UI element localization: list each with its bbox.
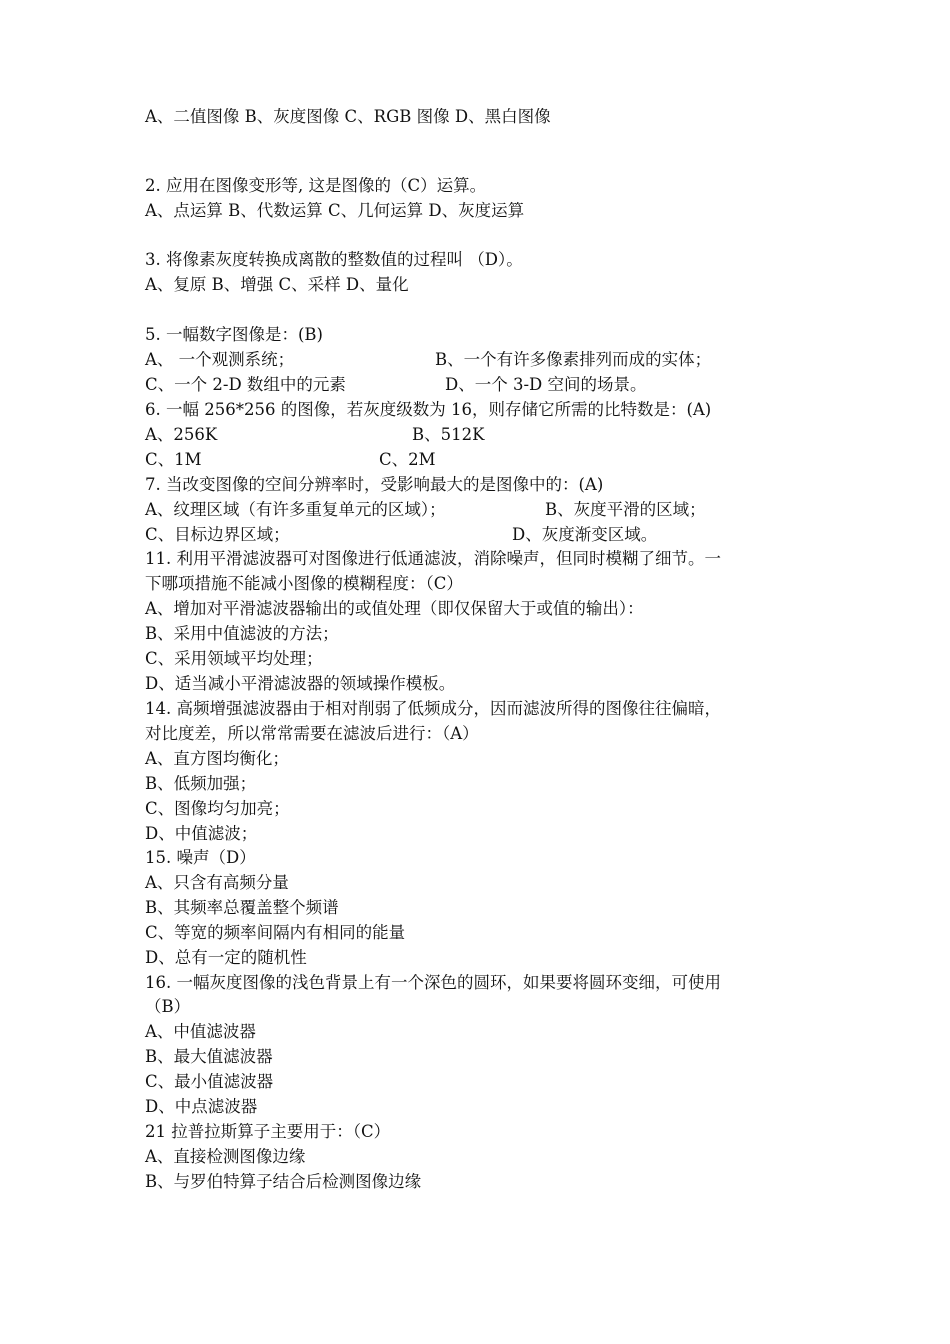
q14-option-a: A、直方图均衡化； (145, 749, 289, 768)
q21-stem: 21 拉普拉斯算子主要用于：（C） (145, 1122, 391, 1141)
option-a: A、纹理区域（有许多重复单元的区域）； (145, 500, 446, 519)
option-d: D、一个 3-D 空间的场景。 (445, 375, 647, 394)
option-c: C、一个 2-D 数组中的元素 (145, 375, 346, 394)
q14-stem-line-2: 对比度差，所以常常需要在滤波后进行：（A） (145, 724, 479, 743)
option-a: A、 一个观测系统； (145, 350, 295, 369)
q1-options: A、二值图像 B、灰度图像 C、RGB 图像 D、黑白图像 (145, 107, 551, 126)
q3-options: A、复原 B、增强 C、采样 D、量化 (145, 275, 409, 294)
option-d: C、2M (379, 450, 436, 469)
option-b: B、一个有许多像素排列而成的实体； (435, 350, 712, 369)
q15-option-c: C、等宽的频率间隔内有相同的能量 (145, 923, 406, 942)
option-d: D、灰度渐变区域。 (512, 525, 658, 544)
q2-options: A、点运算 B、代数运算 C、几何运算 D、灰度运算 (145, 201, 525, 220)
q15-stem: 15. 噪声（D） (145, 848, 256, 867)
q15-option-b: B、其频率总覆盖整个频谱 (145, 898, 339, 917)
q16-stem-line-2: （B） (145, 997, 191, 1016)
q11-stem-line-1: 11. 利用平滑滤波器可对图像进行低通滤波，消除噪声，但同时模糊了细节。一 (145, 549, 721, 568)
option-a: A、256K (145, 425, 218, 444)
q14-option-c: C、图像均匀加亮； (145, 799, 290, 818)
option-c: C、1M (145, 450, 202, 469)
q6-stem: 6. 一幅 256*256 的图像，若灰度级数为 16，则存储它所需的比特数是：(A) (145, 400, 712, 419)
q16-option-c: C、最小值滤波器 (145, 1072, 274, 1091)
q5-stem: 5. 一幅数字图像是：(B) (145, 325, 323, 344)
q7-stem: 7. 当改变图像的空间分辨率时，受影响最大的是图像中的：(A) (145, 475, 604, 494)
q16-option-d: D、中点滤波器 (145, 1097, 258, 1116)
q16-option-a: A、中值滤波器 (145, 1022, 256, 1041)
q14-stem-line-1: 14. 高频增强滤波器由于相对削弱了低频成分，因而滤波所得的图像往往偏暗， (145, 699, 721, 718)
q2-stem: 2. 应用在图像变形等, 这是图像的（C）运算。 (145, 176, 487, 195)
q11-stem-line-2: 下哪项措施不能减小图像的模糊程度：（C） (145, 574, 463, 593)
q15-option-d: D、总有一定的随机性 (145, 948, 307, 967)
option-b: B、512K (412, 425, 485, 444)
option-b: B、灰度平滑的区域； (545, 500, 706, 519)
q11-option-c: C、采用领域平均处理； (145, 649, 323, 668)
q14-option-b: B、低频加强； (145, 774, 257, 793)
q16-option-b: B、最大值滤波器 (145, 1047, 273, 1066)
q21-option-b: B、与罗伯特算子结合后检测图像边缘 (145, 1172, 422, 1191)
q11-option-a: A、增加对平滑滤波器输出的或值处理（即仅保留大于或值的输出）： (145, 599, 644, 618)
q3-stem: 3. 将像素灰度转换成离散的整数值的过程叫 （D）。 (145, 250, 523, 269)
q11-option-d: D、适当减小平滑滤波器的领域操作模板。 (145, 674, 456, 693)
q11-option-b: B、采用中值滤波的方法； (145, 624, 339, 643)
q14-option-d: D、中值滤波； (145, 824, 258, 843)
q21-option-a: A、直接检测图像边缘 (145, 1147, 306, 1166)
option-c: C、目标边界区域； (145, 525, 290, 544)
q15-option-a: A、只含有高频分量 (145, 873, 289, 892)
q16-stem-line-1: 16. 一幅灰度图像的浅色背景上有一个深色的圆环，如果要将圆环变细，可使用 (145, 973, 721, 992)
